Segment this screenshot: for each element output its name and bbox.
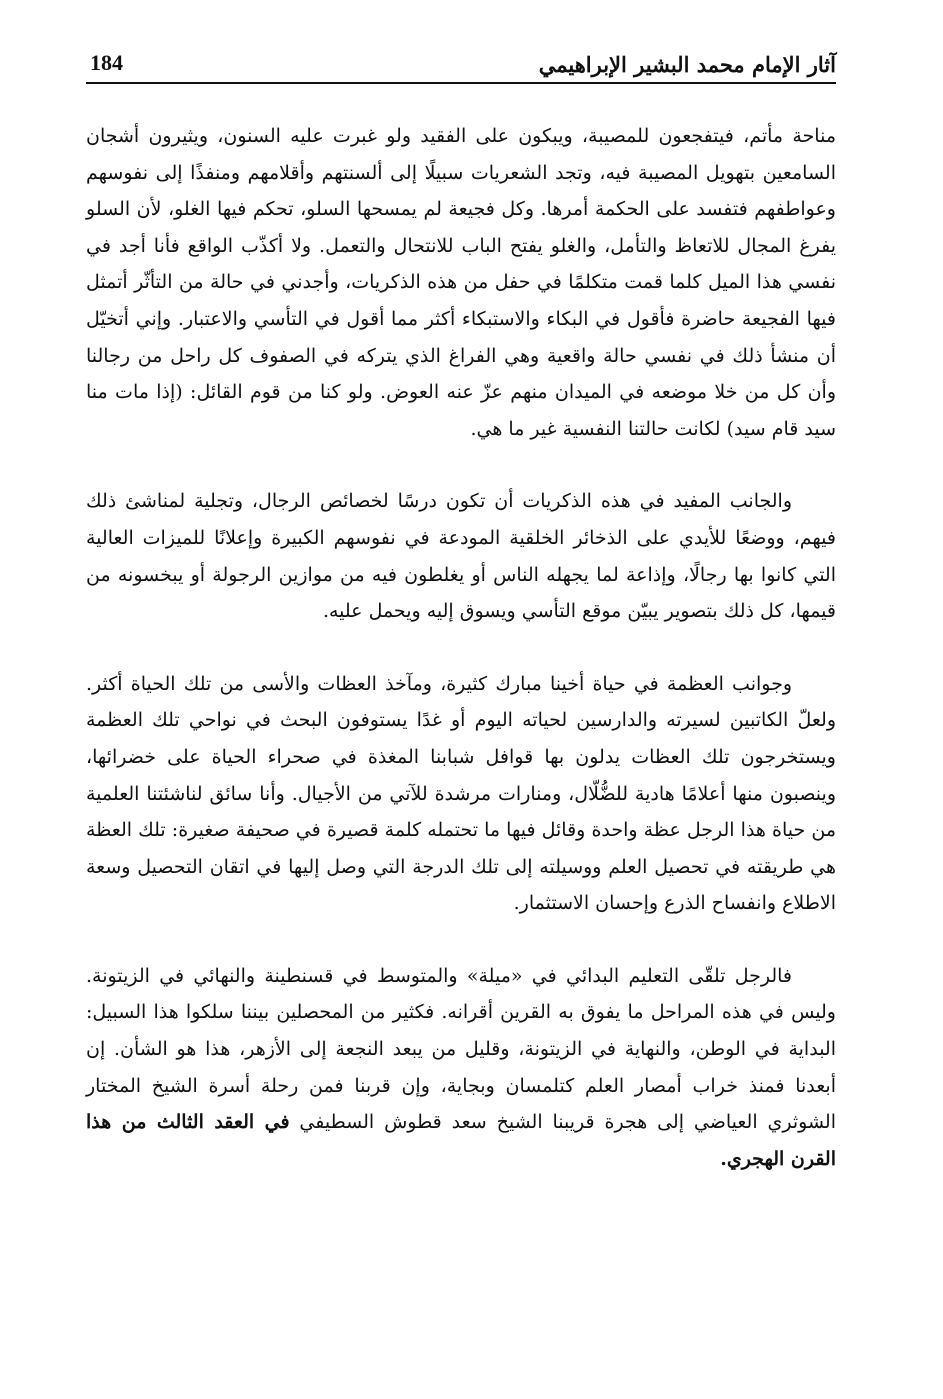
paragraph-4-text: فالرجل تلقّى التعليم البدائي في «ميلة» والمتوسط في قسنطينة والنهائي في الزيتونة. وليس في هذه المراحل ما يفوق به القرين أقرانه. فكثير من المحصلين بيننا سلكوا هذا السبيل: البداية في الوطن، والنهاية في الزيتونة، وقليل من يبعد النجعة إلى الأزهر، هذا هو الشأن. إن أبعدنا فمنذ خراب أمصار العلم كتلمسان وبجاية، وإن قربنا فمن رحلة أسرة الشيخ المختار الشوثري العياضي إلى هجرة قريبنا الشيخ سعد قطوش السطيفي [86, 964, 836, 1134]
paragraph-1-text: مناحة مأتم، فيتفجعون للمصيبة، ويبكون على الفقيد ولو غبرت عليه السنون، ويثيرون أشجان السامعين بتهويل المصيبة فيه، وتجد الشعريات سبيلًا إلى ألسنتهم وأقلامهم ومنفذًا إلى نفوسهم وعواطفهم فتفسد على الحكمة أمرها. وكل فجيعة لم يمسحها السلو، تحكم فيها الغلو، لأن السلو يفرغ المجال للاتعاظ والتأمل، والغلو يفتح الباب للانتحال والتعمل. ولا أكذّب الواقع فأنا أجد في نفسي هذا الميل كلما قمت متكلمًا في حفل من هذه الذكريات، وأجدني في حالة من التأثّر أتمثل فيها الفجيعة حاضرة فأقول في البكاء والاستبكاء أكثر مما أقول في التأسي والاعتبار. وإني أتخيّل أن منشأ ذلك في نفسي حالة واقعية وهي الفراغ الذي يتركه في الصفوف كل راحل من رجالنا وأن كل من خلا موضعه في الميدان منهم عزّ عنه العوض. ولو كنا من قوم القائل: (إذا مات منا سيد قام سيد) لكانت حالتنا النفسية غير ما هي. [86, 125, 836, 440]
paragraph-2 [86, 483, 836, 629]
body-text [86, 118, 836, 1177]
paragraph-4-bold-ending: في العقد الثالث من هذا القرن الهجري. [86, 1111, 836, 1170]
book-title: آثار الإمام محمد البشير الإبراهيمي [538, 52, 836, 77]
page-number: 184 [90, 50, 123, 75]
paragraph-3 [86, 666, 836, 922]
paragraph-2-text: والجانب المفيد في هذه الذكريات أن تكون درسًا لخصائص الرجال، وتجلية لمناشئ ذلك فيهم، ووضعًا للأيدي على الذخائر الخلقية المودعة في نفوسهم الكبيرة وإعلانًا للميزات العالية التي كانوا بها رجالًا، وإذاعة لما يجهله الناس أو يغلطون فيه من موازين الرجولة أو يبخسونه من قيمها، كل ذلك بتصوير يبيّن موقع التأسي ويسوق إليه ويحمل عليه. [86, 490, 836, 623]
paragraph-4 [86, 958, 836, 1178]
paragraph-3-text: وجوانب العظمة في حياة أخينا مبارك كثيرة، ومآخذ العظات والأسى من تلك الحياة أكثر. ولعلّ الكاتبين لسيرته والدارسين لحياته اليوم أو غدًا يستوفون البحث في نواحي تلك العظمة ويستخرجون تلك العظات يدلون بها قوافل شبابنا المغذة في صحراء الحياة على خضرائها، وينصبون منها أعلامًا هادية للضُّلّال، ومنارات مرشدة للآتي من الأجيال. وأنا سائق لناشئتنا العلمية من حياة هذا الرجل عظة واحدة وقائل فيها ما تحتمله كلمة قصيرة في صحيفة صغيرة: تلك العظة هي طريقته في تحصيل العلم ووسيلته إلى تلك الدرجة التي وصل إليها في اتقان التحصيل وسعة الاطلاع وانفساح الذرع وإحسان الاستثمار. [86, 672, 836, 915]
paragraph-1 [86, 118, 836, 447]
running-header [86, 44, 836, 84]
